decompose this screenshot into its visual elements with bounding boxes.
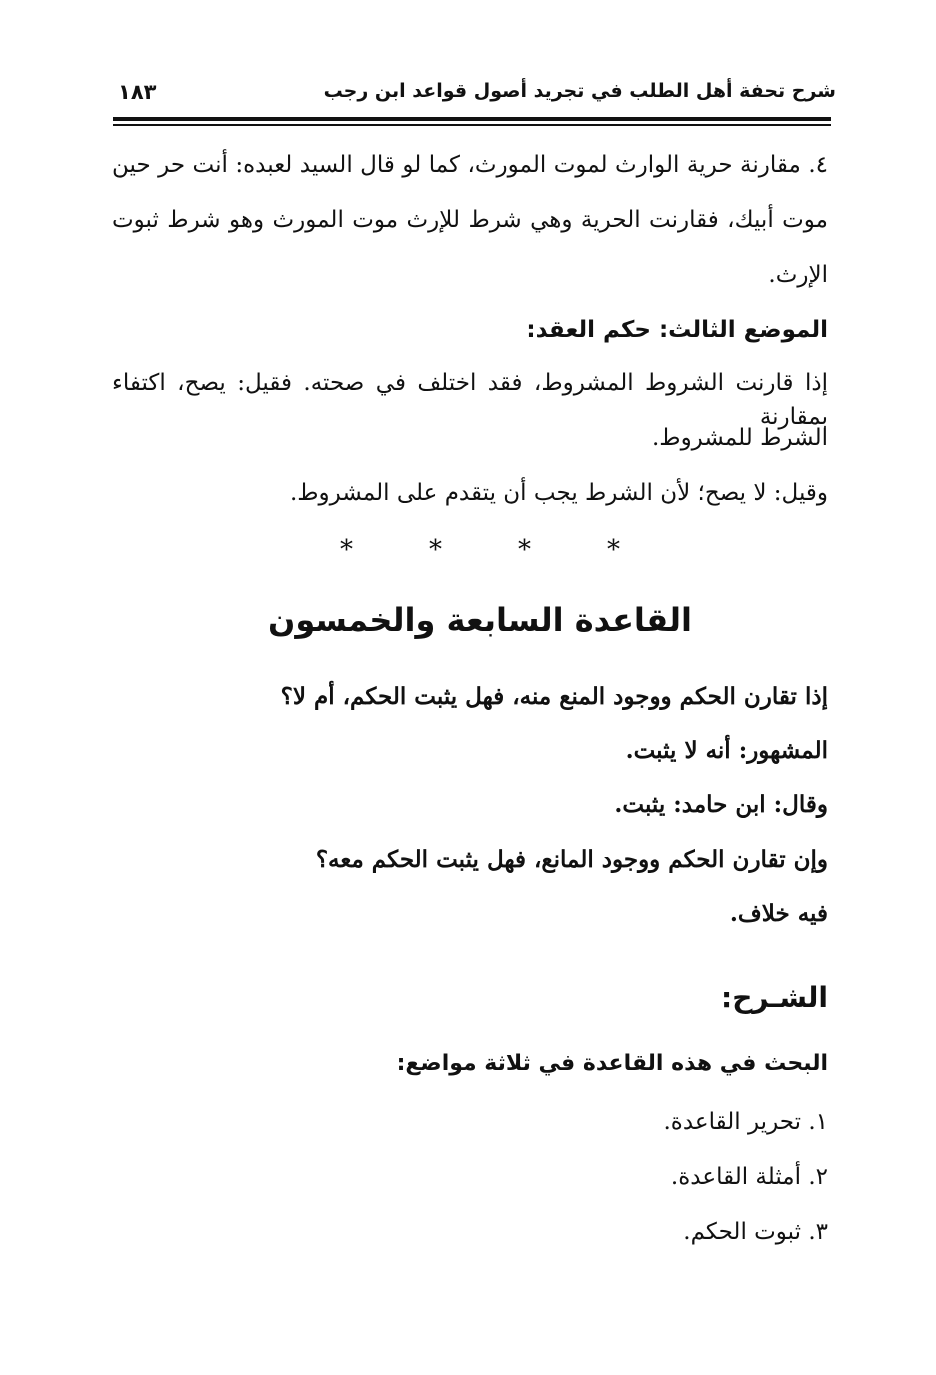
separator-star: * (518, 535, 531, 565)
sharh-heading: الشـرح: (721, 981, 828, 1014)
section-separator (340, 533, 620, 567)
separator-star: * (429, 535, 442, 565)
section3-line1: إذا قارنت الشروط المشروط، فقد اختلف في صحته. فقيل: يصح، اكتفاء بمقارنة (112, 370, 828, 430)
header-rule-thin (113, 124, 831, 126)
list-item: ٣. ثبوت الحكم. (683, 1219, 828, 1245)
list-item: ٢. أمثلة القاعدة. (670, 1164, 828, 1190)
section3-line2: الشرط للمشروط. (651, 425, 828, 451)
rule-line3: وقال: ابن حامد: يثبت. (614, 791, 828, 818)
rule-line4: وإن تقارن الحكم ووجود المانع، فهل يثبت الحكم معه؟ (315, 846, 828, 873)
separator-star: * (607, 535, 620, 565)
sharh-intro: البحث في هذه القاعدة في ثلاثة مواضع: (396, 1051, 828, 1076)
rule-line1: إذا تقارن الحكم ووجود المنع منه، فهل يثبت الحكم، أم لا؟ (280, 683, 828, 710)
point4-line2: موت أبيك، فقارنت الحرية وهي شرط للإرث موت المورث وهو شرط ثبوت (112, 207, 828, 233)
running-header-title: شرح تحفة أهل الطلب في تجريد أصول قواعد ابن رجب (323, 80, 836, 102)
section3-heading: الموضع الثالث: حكم العقد: (526, 317, 828, 343)
separator-star: * (340, 535, 353, 565)
list-item: ١. تحرير القاعدة. (663, 1109, 828, 1135)
rule-title: القاعدة السابعة والخمسون (268, 601, 692, 639)
page-number: ١٨٣ (118, 80, 157, 104)
section3-line3: وقيل: لا يصح؛ لأن الشرط يجب أن يتقدم على المشروط. (289, 480, 828, 506)
point4-line1: ٤. مقارنة حرية الوارث لموت المورث، كما لو قال السيد لعبده: أنت حر حين (112, 152, 828, 178)
rule-line5: فيه خلاف. (729, 900, 828, 927)
point4-line3: الإرث. (768, 262, 828, 288)
rule-line2: المشهور: أنه لا يثبت. (625, 737, 828, 764)
header-rule-thick (113, 117, 831, 121)
